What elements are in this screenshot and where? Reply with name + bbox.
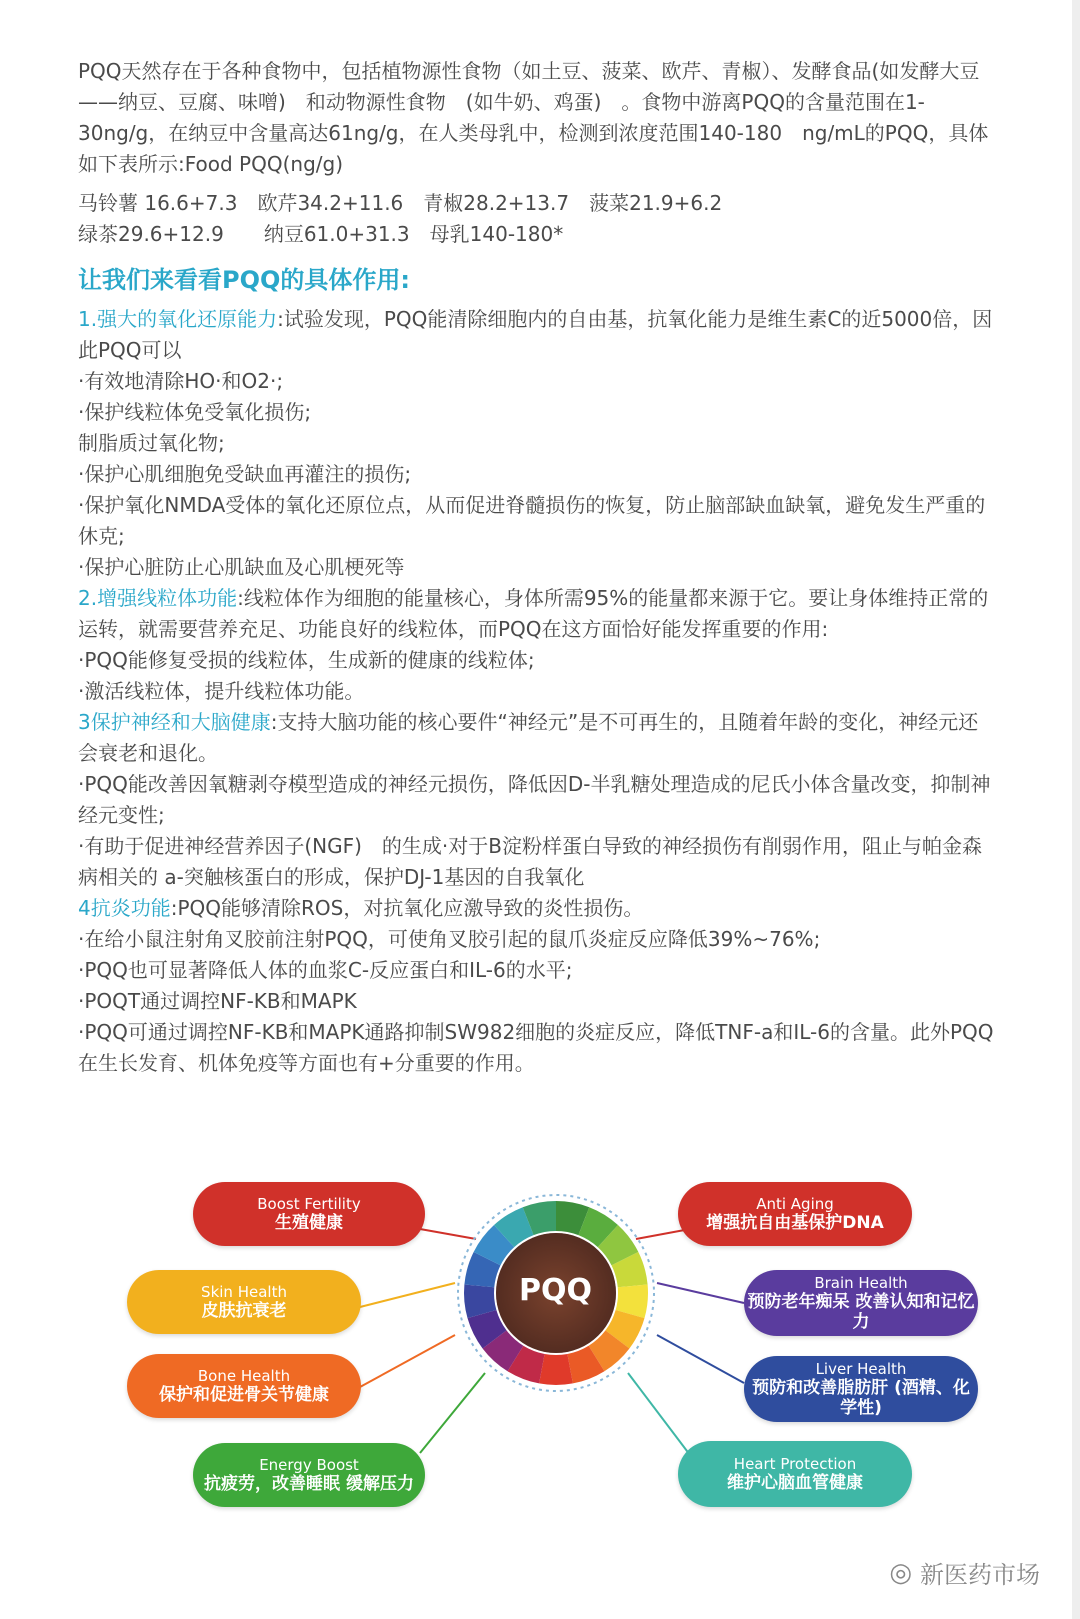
section-1-intro xyxy=(78,304,996,366)
section-4-bullet: ·在给小鼠注射角叉胶前注射PQQ，可使角叉胶引起的鼠爪炎症反应降低39%~76%; xyxy=(78,927,821,951)
section-1-bullet: ·保护线粒体免受氧化损伤; xyxy=(78,400,312,424)
pqq-infographic xyxy=(0,1165,1080,1545)
section-2-title: 2.增强线粒体功能 xyxy=(78,586,238,610)
section-2-bullet: ·激活线粒体，提升线粒体功能。 xyxy=(78,679,365,703)
pill-anti-aging: Anti Aging 增强抗自由基保护DNA xyxy=(678,1182,912,1246)
section-1-bullet: ·保护心肌细胞免受缺血再灌注的损伤; xyxy=(78,462,412,486)
connector-line xyxy=(360,1283,455,1307)
section-1-bullet: ·有效地清除HO·和O2·; xyxy=(78,369,284,393)
section-3-bullet: ·有助于促进神经营养因子(NGF) 的生成·对于B淀粉样蛋白导致的神经损伤有削弱作用，阻止与帕金森病相关的 a-突触核蛋白的形成，保护DJ-1基因的自我氧化 xyxy=(78,834,983,889)
pill-heart-protection: Heart Protection 维护心脑血管健康 xyxy=(678,1441,912,1507)
section-3-intro xyxy=(78,707,996,769)
section-4-bullet: ·POQT通过调控NF-KB和MAPK xyxy=(78,989,357,1013)
connector-line xyxy=(360,1335,455,1387)
section-4-title: 4抗炎功能 xyxy=(78,896,171,920)
food-values-line-2: 绿茶29.6+12.9 纳豆61.0+31.3 母乳140-180* xyxy=(78,222,564,246)
watermark-text: 新医药市场 xyxy=(920,1561,1040,1589)
article-body xyxy=(78,56,996,1079)
connector-line xyxy=(657,1283,744,1303)
section-3-text: :支持大脑功能的核心要件“神经元”是不可再生的，且随着年龄的变化，神经元还会衰老和退化。 xyxy=(78,710,979,765)
section-2-bullet: ·PQQ能修复受损的线粒体，生成新的健康的线粒体; xyxy=(78,648,535,672)
connector-line xyxy=(628,1373,690,1455)
connector-line xyxy=(420,1229,476,1239)
section-1-title: 1.强大的氧化还原能力 xyxy=(78,307,278,331)
pill-liver-health: Liver Health 预防和改善脂肪肝 (酒精、化学性) xyxy=(744,1356,978,1422)
pill-energy-boost: Energy Boost 抗疲劳，改善睡眠 缓解压力 xyxy=(193,1443,425,1507)
intro-paragraph: PQQ天然存在于各种食物中，包括植物源性食物（如土豆、菠菜、欧芹、青椒）、发酵食品(如发酵大豆——纳豆、豆腐、味噌) 和动物源性食物 (如牛奶、鸡蛋) 。食物中游离PQQ的含量范围在1-30ng/g，在纳豆中含量高达61ng/g，在人类母乳中，检测到浓度范围140-180 ng/mL的PQQ，具体如下表所示:Food PQQ(ng/g) xyxy=(78,59,989,176)
section-2-text: :线粒体作为细胞的能量核心，身体所需95%的能量都来源于它。要让身体维持正常的运转，就需要营养充足、功能良好的线粒体，而PQQ在这方面恰好能发挥重要的作用: xyxy=(78,586,989,641)
section-2-intro xyxy=(78,583,996,645)
section-4-bullet: ·PQQ可通过调控NF-KB和MAPK通路抑制SW982细胞的炎症反应，降低TNF-a和IL-6的含量。此外PQQ在生长发育、机体免疫等方面也有+分重要的作用。 xyxy=(78,1020,994,1075)
watermark xyxy=(889,1555,1040,1590)
section-1-bullet: 制脂质过氧化物; xyxy=(78,431,225,455)
connector-line xyxy=(420,1373,485,1453)
connector-line xyxy=(657,1335,744,1383)
section-4-text: :PQQ能够清除ROS，对抗氧化应激导致的炎性损伤。 xyxy=(170,896,644,920)
section-3-title: 3保护神经和大脑健康 xyxy=(78,710,271,734)
pill-skin-health: Skin Health 皮肤抗衰老 xyxy=(127,1270,361,1334)
sections-list xyxy=(78,304,996,1079)
section-4-bullet: ·PQQ也可显著降低人体的血浆C-反应蛋白和IL-6的水平; xyxy=(78,958,573,982)
pill-bone-health: Bone Health 保护和促进骨关节健康 xyxy=(127,1354,361,1418)
section-4-intro xyxy=(78,893,996,924)
pqq-center-label: PQQ xyxy=(519,1273,592,1308)
section-1-bullet: ·保护氧化NMDA受体的氧化还原位点，从而促进脊髓损伤的恢复，防止脑部缺血缺氧，避免发生严重的休克; xyxy=(78,493,986,548)
section-1-bullet: ·保护心脏防止心肌缺血及心肌梗死等 xyxy=(78,555,405,579)
section-1-text: :试验发现，PQQ能清除细胞内的自由基，抗氧化能力是维生素C的近5000倍，因此PQQ可以 xyxy=(78,307,993,362)
section-heading: 让我们来看看PQQ的具体作用: xyxy=(78,266,410,294)
section-3-bullet: ·PQQ能改善因氧糖剥夺模型造成的神经元损伤，降低因D-半乳糖处理造成的尼氏小体含量改变，抑制神经元变性; xyxy=(78,772,991,827)
pill-brain-health: Brain Health 预防老年痴呆 改善认知和记忆力 xyxy=(744,1270,978,1336)
wechat-icon: ◎ xyxy=(889,1557,912,1588)
wheel-segment xyxy=(539,1354,573,1385)
pill-boost-fertility: Boost Fertility 生殖健康 xyxy=(193,1182,425,1246)
food-values-line-1: 马铃薯 16.6+7.3 欧芹34.2+11.6 青椒28.2+13.7 菠菜21.9+6.2 xyxy=(78,191,723,215)
